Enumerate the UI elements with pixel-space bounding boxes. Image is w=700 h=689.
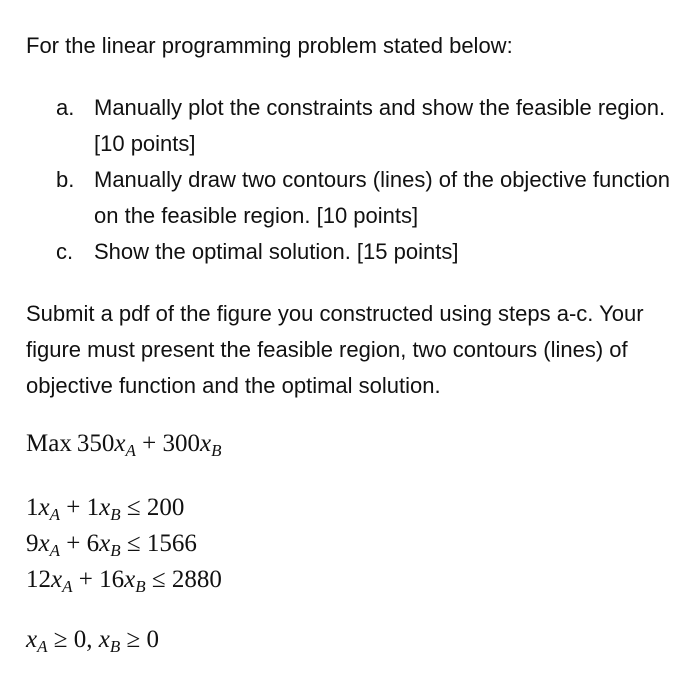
submit-instructions: Submit a pdf of the figure you constructed using steps a-c. Your figure must present the feasible region, two contours (lines) of objective function and the optimal solution. — [26, 301, 644, 398]
task-text: Manually plot the constraints and show the feasible region. [10 points] — [94, 95, 666, 156]
task-marker: c. — [56, 239, 74, 264]
objective-function: Max $350x_A + 300x_B$ — [26, 430, 222, 460]
intro-text: For the linear programming problem stated below: — [26, 33, 513, 58]
nonnegativity-constraints: $x_A \ge 0$, $x_B \ge 0$ — [26, 626, 159, 656]
task-marker: b. — [56, 167, 75, 192]
constraint-3: $12x_A + 16x_B \le 2880$ — [26, 566, 222, 596]
task-text: Show the optimal solution. [15 points] — [94, 239, 459, 264]
task-item-b — [56, 162, 676, 234]
constraint-1: $1x_A + 1x_B \le 200$ — [26, 494, 185, 524]
constraint-2: $9x_A + 6x_B \le 1566$ — [26, 530, 197, 560]
task-marker: a. — [56, 95, 75, 120]
task-item-c — [56, 234, 676, 270]
task-item-a — [56, 90, 676, 162]
task-text: Manually draw two contours (lines) of the objective function on the feasible region. [10 points] — [94, 167, 670, 228]
